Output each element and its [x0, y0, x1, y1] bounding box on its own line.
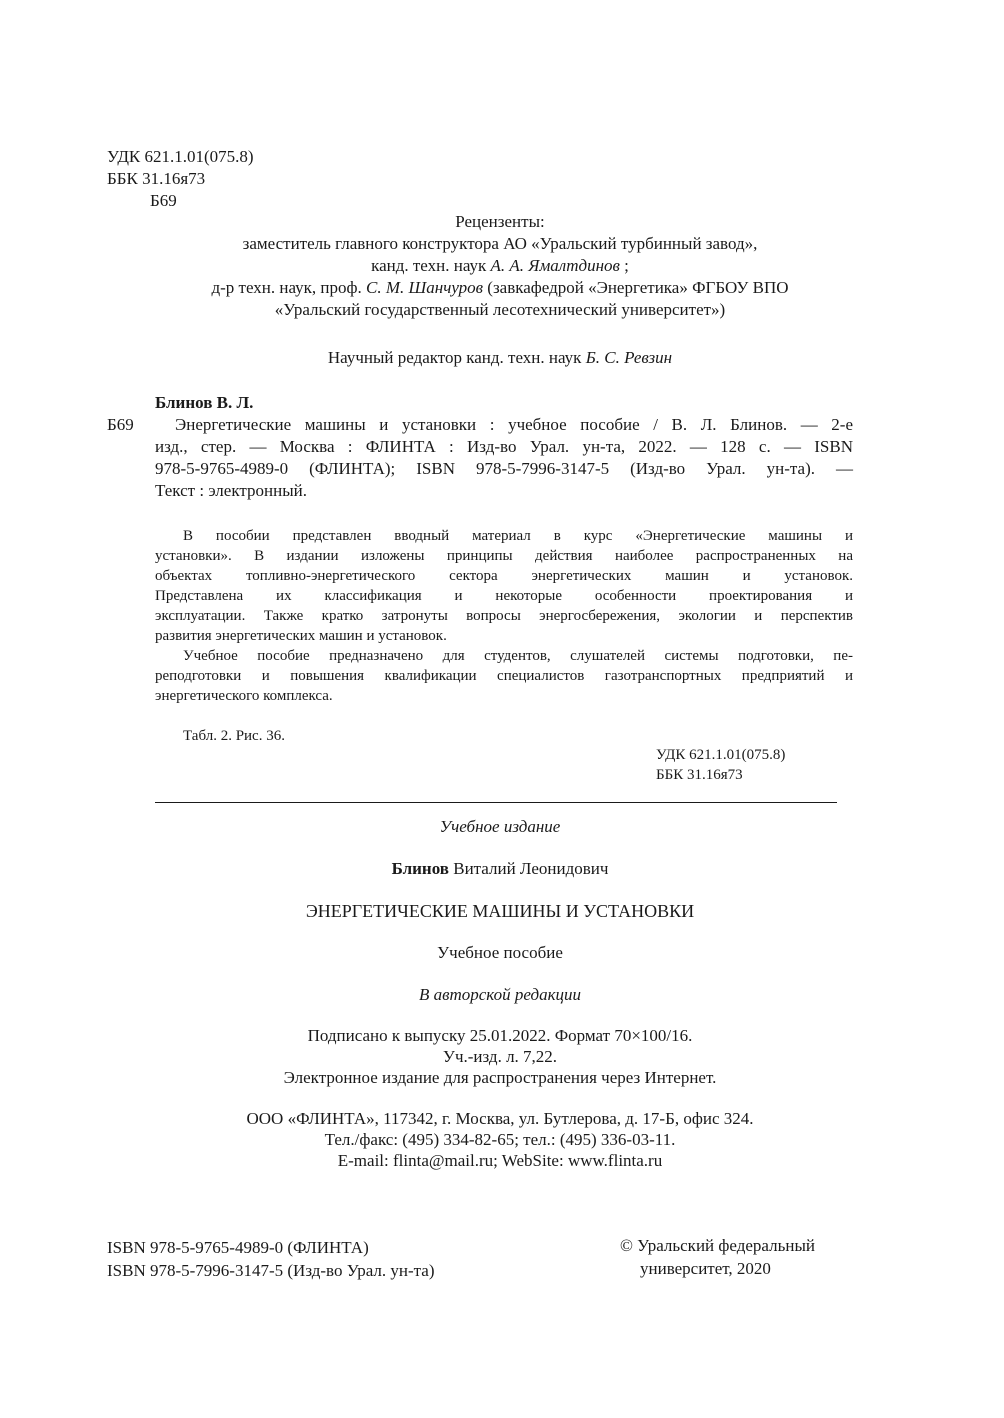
- author-edition-note: В авторской редакции: [418, 985, 582, 1004]
- signed-to-release: Подписано к выпуску 25.01.2022. Формат 70×100/16.: [307, 1026, 693, 1045]
- copyright-line-1: © Уральский федеральный: [620, 1236, 815, 1255]
- distribution-note: Электронное издание для распространения через Интернет.: [283, 1068, 717, 1087]
- isbn-ural: ISBN 978-5-7996-3147-5 (Изд-во Урал. ун-та): [107, 1261, 435, 1280]
- udk-code: УДК 621.1.01(075.8): [107, 147, 254, 166]
- divider-line: [155, 802, 837, 803]
- copyright-line-2: университет, 2020: [640, 1259, 771, 1278]
- publisher-info: [107, 1108, 893, 1171]
- classification-block: [107, 146, 407, 212]
- editor-name: Б. С. Ревзин: [585, 348, 673, 367]
- biblio-author: Блинов В. Л.: [155, 393, 254, 412]
- book-title: ЭНЕРГЕТИЧЕСКИЕ МАШИНЫ И УСТАНОВКИ: [305, 901, 695, 921]
- reviewers-block: [107, 211, 893, 321]
- biblio-description: Энергетические машины и установки : учебное пособие / В. Л. Блинов. — 2-е изд., стер. — Москва : ФЛИНТА : Изд-во Урал. ун-та, 2022. — 128 с. — ISBN 978-5-9765-4989-0 (ФЛИНТА); ISBN 978-5-7996-3147-5 (Изд-во Урал. ун-та). — Текст : электронный.: [155, 415, 853, 500]
- isbn-block: [107, 1236, 435, 1282]
- bbk-code-right: ББК 31.16я73: [656, 767, 743, 783]
- publisher-contacts: E-mail: flinta@mail.ru; WebSite: www.flinta.ru: [337, 1151, 663, 1170]
- reviewer-name-2: С. М. Шанчуров: [366, 278, 484, 297]
- imprint-author: Блинов Виталий Леонидович: [391, 859, 609, 878]
- udk-code-right: УДК 621.1.01(075.8): [656, 747, 786, 763]
- scientific-editor: Научный редактор канд. техн. наук Б. С. Ревзин: [327, 348, 673, 367]
- copyright-block: [620, 1234, 815, 1280]
- edition-type: Учебное издание: [439, 817, 561, 836]
- bbk-code: ББК 31.16я73: [107, 169, 206, 188]
- reviewer-line-1: заместитель главного конструктора АО «Уральский турбинный завод»,: [242, 234, 758, 253]
- index-codes-right: [656, 745, 785, 785]
- reviewer-name-1: А. А. Ямалтдинов: [490, 256, 620, 275]
- publisher-address: ООО «ФЛИНТА», 117342, г. Москва, ул. Бутлерова, д. 17-Б, офис 324.: [246, 1109, 754, 1128]
- reviewers-title: Рецензенты:: [455, 212, 545, 231]
- reviewer-line-3: д-р техн. наук, проф. С. М. Шанчуров (завкафедрой «Энергетика» ФГБОУ ВПО: [211, 278, 789, 297]
- reviewer-line-2: канд. техн. наук А. А. Ямалтдинов ;: [371, 256, 629, 275]
- isbn-flinta: ISBN 978-5-9765-4989-0 (ФЛИНТА): [107, 1238, 369, 1257]
- reviewer-line-4: «Уральский государственный лесотехнический университет»): [274, 300, 726, 319]
- biblio-code: Б69: [107, 415, 134, 434]
- author-mark: Б69: [150, 191, 177, 210]
- publisher-sheets: Уч.-изд. л. 7,22.: [442, 1047, 558, 1066]
- publisher-phones: Тел./факс: (495) 334-82-65; тел.: (495) 336-03-11.: [324, 1130, 676, 1149]
- tables-figures-count: Табл. 2. Рис. 36.: [183, 728, 285, 744]
- publication-details: [107, 1025, 893, 1088]
- book-subtitle: Учебное пособие: [437, 943, 563, 962]
- abstract: В пособии представлен вводный материал в курс «Энергетические машины и установки». В издании изложены принципы действия наиболее распространенных на объектах топливно-энергетического сектора энергетических машин и установок. Представлена их классификация и некоторые особенности проектирования и эксплуатации. Также кратко затронуты вопросы энергосбережения, экологии и перспектив развития энергетических машин и установок. Учебное пособие предназначено для студентов, слушателей системы подготовки, пе- реподготовки и повышения квалификации специалистов газотранспортных предприятий и энергетического комплекса.: [155, 528, 853, 704]
